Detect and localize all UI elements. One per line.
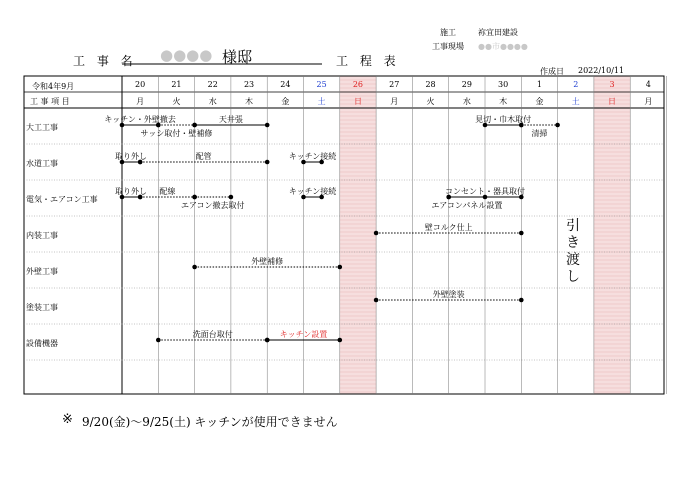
day-date: 24 <box>280 80 291 89</box>
day-date: 27 <box>389 80 400 89</box>
day-weekday: 木 <box>245 97 254 106</box>
title-label: 工 事 名 <box>73 54 137 68</box>
day-weekday: 水 <box>462 97 471 106</box>
day-weekday: 日 <box>353 97 362 106</box>
row-label: 設備機器 <box>26 339 58 348</box>
row-label: 大工工事 <box>26 123 58 132</box>
row-label: 塗装工事 <box>26 303 58 312</box>
day-weekday: 火 <box>172 97 181 106</box>
contractor-name: 祢宜田建設 <box>478 28 518 37</box>
task-label: 取り外し <box>115 152 148 161</box>
task-label: キッチン接続 <box>288 187 337 196</box>
task-start-dot <box>374 298 379 303</box>
day-weekday: 水 <box>208 97 217 106</box>
task-start-dot <box>374 231 379 236</box>
day-date: 1 <box>536 80 542 89</box>
day-date: 3 <box>609 80 615 89</box>
task-end-dot <box>519 298 524 303</box>
schedule-label: 工 程 表 <box>336 54 400 68</box>
item-header: 工 事 項 目 <box>30 97 70 106</box>
row-label: 電気・エアコン工事 <box>26 195 98 204</box>
weekend-column <box>340 76 376 394</box>
task-label: エアコンパネル設置 <box>431 201 503 210</box>
task-label: 配管 <box>195 152 212 161</box>
task-label: 配線 <box>159 187 176 196</box>
contractor-label: 施工 <box>440 28 456 37</box>
handover-label: 引き渡し <box>566 218 580 285</box>
task-label: エアコン撤去取付 <box>180 201 245 210</box>
row-label: 外壁工事 <box>26 267 58 276</box>
day-weekday: 月 <box>390 97 399 106</box>
task-label: 外壁補修 <box>251 257 284 266</box>
task-label: 外壁塗装 <box>432 290 465 299</box>
task-end-dot <box>338 265 343 270</box>
task-label: キッチン・外壁撤去 <box>104 115 176 124</box>
day-date: 30 <box>498 80 509 89</box>
task-label: コンセント・器具取付 <box>445 187 525 196</box>
task-label: 洗面台取付 <box>192 330 233 339</box>
day-weekday: 日 <box>608 97 617 106</box>
task-end-dot <box>229 195 234 200</box>
task-label: 壁コルク仕上 <box>424 223 473 232</box>
task-label: 見切・巾木取付 <box>475 115 532 124</box>
day-weekday: 月 <box>644 97 653 106</box>
day-date: 29 <box>461 80 472 89</box>
row-label: 内装工事 <box>26 231 58 240</box>
task-label: 清掃 <box>531 129 548 138</box>
site-value: ●●市●●●● <box>478 42 528 51</box>
day-date: 2 <box>573 80 579 89</box>
task-start-dot <box>192 265 197 270</box>
task-label: キッチン設置 <box>279 330 328 339</box>
row-label: 水道工事 <box>26 159 58 168</box>
task-end-dot <box>519 231 524 236</box>
day-date: 21 <box>171 80 182 89</box>
client-name: ●●●● <box>160 46 213 64</box>
day-weekday: 土 <box>571 97 580 106</box>
day-date: 4 <box>645 80 651 89</box>
day-weekday: 火 <box>426 97 435 106</box>
day-date: 20 <box>135 80 146 89</box>
day-date: 26 <box>352 80 364 89</box>
created-date: 2022/10/11 <box>578 66 625 75</box>
created-label: 作成日 <box>540 67 564 76</box>
task-label: 天井張 <box>218 115 243 124</box>
task-label: キッチン接続 <box>288 152 337 161</box>
day-weekday: 土 <box>317 97 326 106</box>
day-weekday: 月 <box>136 97 145 106</box>
day-weekday: 金 <box>535 97 544 106</box>
day-date: 23 <box>243 80 255 89</box>
task-label: 取り外し <box>115 187 148 196</box>
site-label: 工事現場 <box>432 42 464 51</box>
note-mark: ※ <box>62 412 73 427</box>
day-weekday: 木 <box>499 97 508 106</box>
task-label: サッシ取付・壁補修 <box>140 129 213 138</box>
day-date: 28 <box>425 80 436 89</box>
weekend-column <box>594 76 630 394</box>
era-label: 令和4年9月 <box>32 82 75 91</box>
day-weekday: 金 <box>281 97 290 106</box>
client-suffix: 様邸 <box>222 48 253 66</box>
day-date: 22 <box>207 80 218 89</box>
day-date: 25 <box>316 80 327 89</box>
note-text: 9/20(金)～9/25(土) キッチンが使用できません <box>82 415 338 429</box>
